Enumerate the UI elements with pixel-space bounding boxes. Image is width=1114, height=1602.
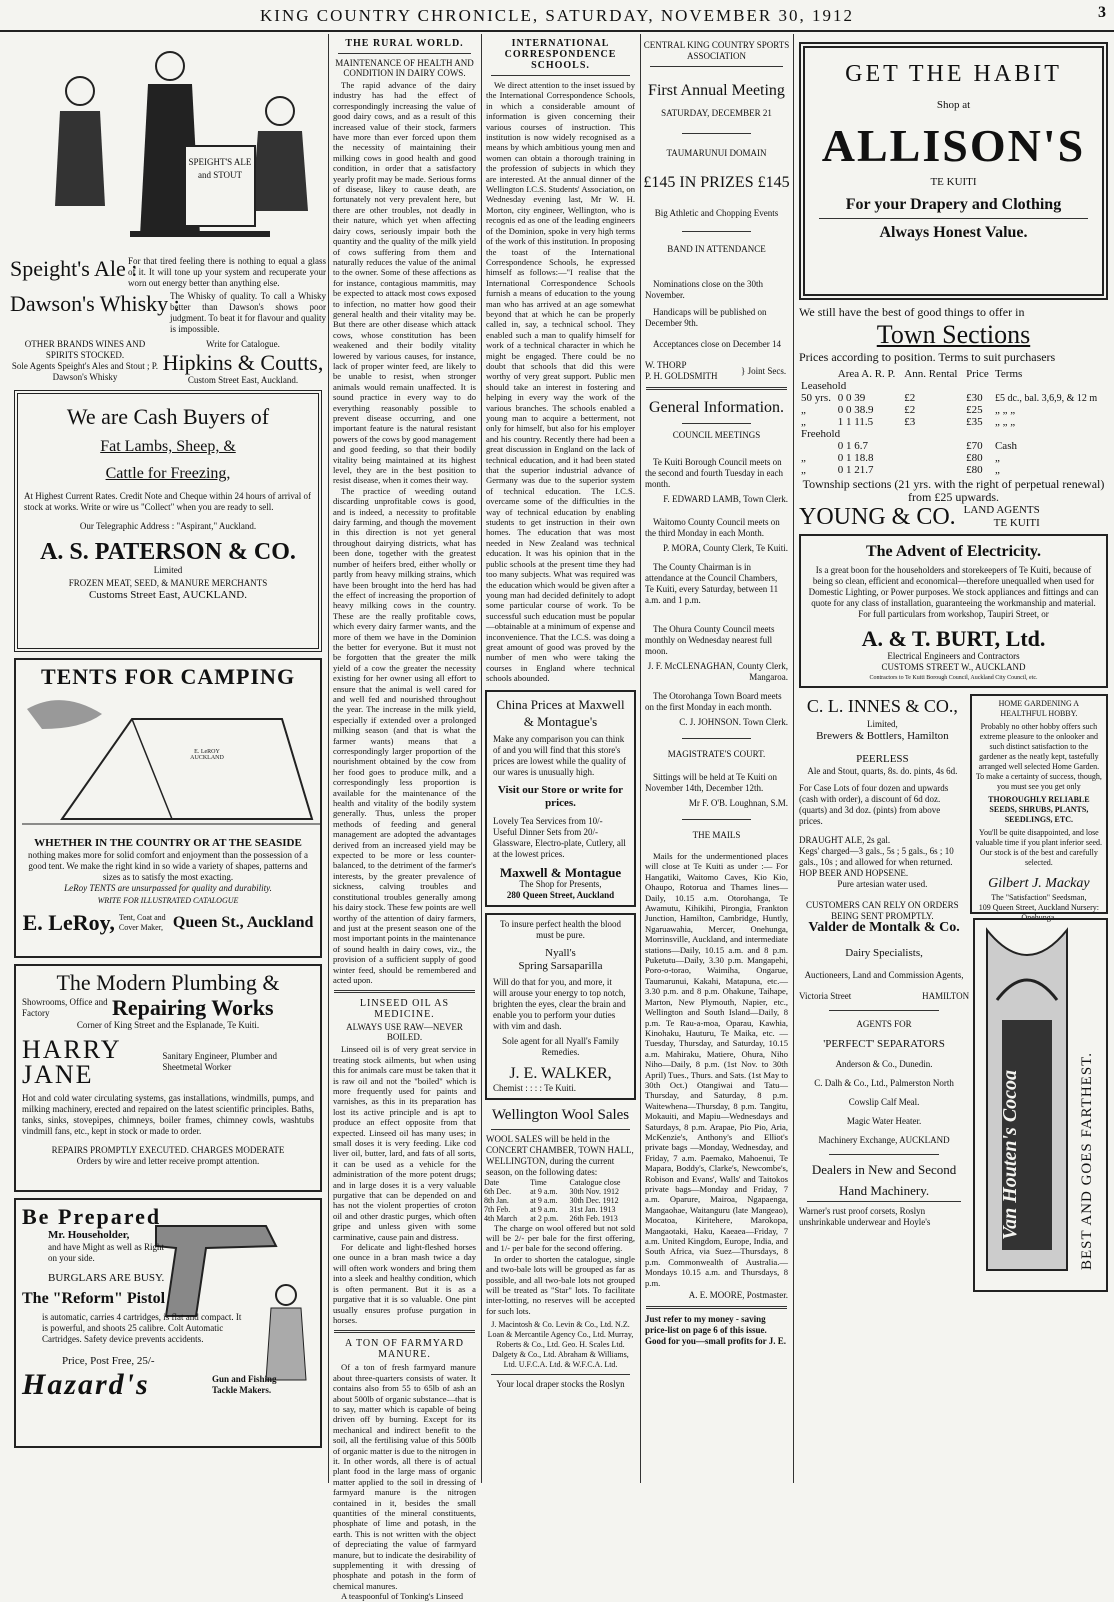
tent-label: E. LeROY AUCKLAND	[190, 749, 224, 761]
auctioneers: Auctioneers, Land and Commission Agents,	[804, 970, 964, 980]
garden-title: HOME GARDENING A HEALTHFUL HOBBY.	[998, 699, 1080, 718]
sect-cell: „	[801, 416, 806, 428]
sect-cell: „	[994, 464, 1000, 476]
walker-chemist: Chemist : : : : Te Kuiti.	[493, 1082, 576, 1093]
sect-head-type	[799, 368, 836, 380]
tents-title: TENTS FOR CAMPING	[40, 664, 296, 689]
waitomo-council: Waitomo County Council meets on the third Monday in each Month.	[645, 517, 780, 538]
gilbert-mackay: Gilbert J. Mackay	[988, 876, 1090, 891]
plumbing-corner: Corner of King Street and the Esplanade, Te Kuiti.	[76, 1020, 260, 1030]
satisfaction-seedsman: The "Satisfaction" Seedsman,	[991, 893, 1087, 902]
wool-cell: 30th Dec. 1912	[569, 1195, 619, 1205]
leroy-signature	[22, 910, 314, 935]
hipkins-block	[10, 339, 326, 386]
column-3	[483, 34, 638, 1483]
shop-presents: The Shop for Presents,	[519, 878, 602, 889]
vanhouten-name: Van Houten's Cocoa	[999, 1069, 1022, 1240]
wool-cell: at 9 a.m.	[530, 1186, 558, 1196]
sect-cell: £5 dc., bal. 3,6,9, & 12 m	[994, 392, 1098, 404]
ohura-council: The Ohura County Council meets monthly on Wednesday nearest full moon.	[645, 624, 775, 656]
speights-name: Speight's Ale :	[10, 256, 138, 281]
wool-cell: 8th Jan.	[484, 1195, 509, 1205]
linseed-paragraph-1: Linseed oil is of very great service in treating stock ailments, but when using this for animals care must be taken that it is raw oil and not the "boiled" which is more frequently used for paints and varnishes, as this in its preparation has lost its active principle and is apt to produce an effect opposite from that expected. Linseed oil has many uses; in small doses it is very feeding. Like cod liver oil, butter, lard, and fats of all sorts, it can be used as a vehicle for the administration of the more potent drugs; and in large doses it is a very valuable purgative that can be depended on and has not the violent properties of croton oil and other drastic purges, which often gripe and unless given with some carminative, cause pain and distress.	[333, 1044, 476, 1242]
lovely-tea: Lovely Tea Services from 10/- Useful Dinner Sets from 20/- Glassware, Electro-plate, Cutlery, all at the lowest prices.	[493, 815, 626, 859]
sect-head-area: Area A. R. P.	[837, 368, 896, 380]
valder-address	[799, 991, 969, 1002]
burt-advert	[799, 534, 1108, 688]
lamb-clerk: F. EDWARD LAMB, Town Clerk.	[663, 494, 788, 504]
table-row	[799, 416, 1108, 428]
table-row	[799, 452, 1108, 464]
rural-world-title: THE RURAL WORLD.	[345, 38, 464, 49]
speights-line	[10, 256, 326, 289]
cash-buyers: We are Cash Buyers of	[66, 404, 270, 429]
drinkers-illustration-icon	[10, 36, 326, 256]
cowslip: Cowslip Calf Meal.	[848, 1097, 920, 1107]
sect-cell: 0 1 18.8	[837, 452, 874, 464]
sections-table	[799, 368, 1108, 476]
table-row	[799, 404, 1108, 416]
china-text: Make any comparison you can think of and you will find that this store's prices are lowest while the quality of our wares is unusually high.	[493, 733, 626, 777]
victoria-street: Victoria Street	[799, 991, 852, 1001]
hipkins-name: Hipkins & Coutts,	[162, 350, 324, 375]
valder-name: Valder de Montalk & Co.	[808, 920, 960, 935]
speights-sign: SPEIGHT'S ALE and STOUT	[188, 157, 252, 180]
meeting-date: SATURDAY, DECEMBER 21	[661, 108, 772, 118]
nyall-sarsaparilla: Spring Sarsaparilla	[518, 959, 603, 972]
column-rule	[640, 34, 641, 1483]
masthead	[0, 0, 1114, 32]
column-rule	[793, 34, 794, 1483]
best-goes-farthest: BEST AND GOES FARTHEST.	[1079, 1052, 1096, 1270]
rural-paragraph-1: The rapid advance of the dairy industry has had the effect of correspondingly increasing the value of good dairy cows, and as a result of this increased value of their stock, farmers have more than ever forced upon them the necessity of maintaining their milking cows in good health and good condition, in order that a satisfactory yearly profit may be made. Serious forms of disease, likey to cause death, are fortunately not very prevalent here, but there are other troubles, not deadly in their nature, which yet when affecting dairy cows, seriously impair both the quantity and the quality of the milk yield of cows suffering from them and naturally reduces the value of the animal to the owner. Some of these affections as for instance, contagious mammitis, may be expected to attack most cows exposed to infection, no matter how good their general health and their vitality may be. But there are other disease which attack cows, whose constitution has been weakened and their bodily vitality lowered by various causes, for instance, lack of proper winter feed, are likely to be unable to resist, when stronger animals would remain unaffected. It is sound practice in every way to do everything reasonably possible to prevent disease occurring, and one important feature is the natural resistant powers of the cows by good management and good feeding, so that their bodily vitality being maintained at its highest level, they are in the best position to resist disease, when it comes their way.	[333, 80, 476, 486]
insure-health: To insure perfect health the blood must be pure.	[499, 918, 622, 940]
wool-header-close: Catalogue close	[569, 1177, 621, 1187]
loughnan: Mr F. O'B. Loughnan, S.M.	[688, 798, 788, 808]
whether-headline: WHETHER IN THE COUNTRY OR AT THE SEASIDE	[34, 837, 302, 849]
get-habit: GET THE HABIT	[845, 61, 1062, 87]
mails-text: Mails for the undermentioned places will close at Te Kuiti as under :— For Hangatiki, Waitomo Caves, Kio Kio, Ohaupo, Rotorua and Thames lines—Daily, 10.15 a.m. Otorohanga, Te Awamutu, Kihikihi, Pirongia, Frankton Junction, Hamilton, Cambridge, Huntly, Ngaruawahia, Mercer, Onehunga, Morrinsville, Auckland, and intermediate stations—Daily, 10.15 a.m. and 8 p.m. Puketutu—Daily, 3.30 p.m. Mangapehi, Poro-o-torao, Waimiha, Ongarue, Taumarunui, Kakahi, Matapuna, etc.—3.30 p.m. and 8 p.m. Ohakune, Taihape, Marton, New Plymouth, Napier, etc., Wellington and South Island—Daily, 8 p.m. Te Rau-a-moa, Oparau, Kawhia, Kinohaku, Hauturu, Te Maika, etc. —Tuesday, Thursday, and Saturday, 10.15 a.m. Mahiraku, Matiere, Ohura, Niho Niho—Daily, 8 p.m. (1st Nov. to 30th April) Tues., Thurs. and Sats. (1st May to 30th Oct.) Otangiwai and Tatu—Thursday, and Saturday, 8 p.m. Waitewhena—Thursday, 8 p.m. Tangitu, Mokauiti, and Mapiu—Wednesdays and Saturdays, 8 p.m. Arapae, Pio Pio, Aria, McKenzie's, Anthony's and Elliot's private bags —Monday, Wednesday, and Friday, 7 a.m. Paemako, Mahoenui, Te Mapara, Boddy's, Clarke's, Newcombe's, Robison and Evans', Walls' and Taitokos private bags—Monday and Friday, 7 a.m. Oparure, Mairoa, Ngapaenga, Mangaohae, Waitanguru (late Mangeao), Mocatoa, Kiritehere, Marokopa, Mangaotaki, Haku, Kaeaea—Friday, 7 a.m. United Kingdom, Europe, India, and South Africa, via Suez—Thursdays, 8 p.m. Commonwealth of Australia.—Mondays 10.15 a.m. and Thursdays, 8 p.m.	[645, 851, 788, 1288]
advent-text: Is a great boon for the householders and storekeepers of Te Kuiti, because of being so clean, efficient and economical—therefore unequalled when used for Domestic Lighting, or Power purposes. We stock appliances and fittings and can quote for any class of installation, guaranteeing the workmanship and material. For full particulars from workshop, Taupiri Street, or	[808, 565, 1099, 619]
prices-position: Prices according to position. Terms to suit purchasers	[799, 350, 1056, 364]
agents-for: AGENTS FOR	[856, 1019, 912, 1029]
hand-machinery: Hand Machinery.	[839, 1183, 930, 1198]
harry-jane: HARRY JANE	[22, 1035, 121, 1089]
land-agents: LAND AGENTS	[963, 504, 1040, 516]
sect-cell: 0 1 21.7	[837, 464, 874, 476]
moore-postmaster: A. E. MOORE, Postmaster.	[688, 1290, 788, 1301]
wool-cell: 7th Feb.	[484, 1204, 511, 1214]
valder-advert	[799, 918, 969, 1292]
magistrates-court: MAGISTRATE'S COURT.	[667, 749, 766, 759]
town-sections: Town Sections	[876, 320, 1031, 349]
fat-lambs: Fat Lambs, Sheep, &	[100, 438, 236, 455]
shop-at: Shop at	[936, 99, 971, 111]
prizes: £145 IN PRIZES £145	[643, 174, 790, 191]
sect-cell: £70	[966, 440, 983, 452]
borough-council: Te Kuiti Borough Council meets on the second and fourth Tuesday in each month.	[645, 457, 783, 489]
case-lots: For Case Lots of four dozen and upwards (cash with order), a discount of 6d doz. (quarts) and 3d doz. (pints) from above prices.	[799, 783, 949, 826]
speights-text: For that tired feeling there is nothing to equal a glass of it. It will tone up your system and recuperate your worn out energy better than anything else.	[128, 256, 326, 288]
rural-paragraph-2: The practice of weeding outand discarding unprofitable cows is good, and is indeed, a necessity to profitable dairy farming, and though the movement in this direction is not yet general throughout dairying districts, what has been done, together with the greatest number of heifers bred, either wholly or partly from heavy milking strains, which have been brought into the herd has had the effect of increasing the proportion of heavy milking cows in the country. These are the really profitable cows, which every dairy farmer wants, and the more of them we have in the Dominion the better for everyone. But it must not be forgotten that the greater the milk yield of a cow the greater the necessity existing for her owner using all effort to ensure that the animal is well cared for and well fed and nourished throughout the year. The increase in the milk yield, especially if extended over a prolonged milking season (and that is what the farmer wants) means that a correspondingly larger proportion of the nourishment obtained by the cow from her food goes to produce milk, and a correspondingly less proportion is available for the maintenance of the health and vitality of the bodily system generally. Thus, unless the proper methods of feeding and general management are adopted the advantages derived from an increased yield may be expected to be more or less counter-balanced, to the detriment of the farmer's interests, by the greater prevalence of sickness, calving troubles and constitutional troubles generally among his dairy stock. These few points are well worthy of the attention of dairy farmers, and just at the present season one of the most important points in the maintenance of sound health in dairy cows, viz., the provision of a sufficient supply of good winter feed, should be remembered and acted upon.	[333, 485, 476, 985]
allisons-advert	[799, 42, 1108, 300]
leasehold-label: Leasehold	[801, 380, 847, 392]
wool-sales-title: Wellington Wool Sales	[491, 1106, 630, 1123]
plumbing-title: The Modern Plumbing &	[56, 970, 280, 995]
cattle-freezing: Cattle for Freezing,	[105, 465, 231, 482]
paterson-limited: Limited	[153, 565, 183, 575]
just-refer: Just refer to my money - saving price-list on page 6 of this issue. Good for you—small profits for J. E.	[645, 1314, 787, 1347]
sect-cell: £35	[966, 416, 983, 428]
sect-cell	[902, 440, 964, 452]
secretary-thorp: W. THORP	[645, 360, 687, 370]
wool-firms: J. Macintosh & Co. Levin & Co., Ltd. N.Z. Loan & Mercantile Agency Co., Ltd. Murray, Roberts & Co., Ltd. Geo. H. Scales Ltd. Dalgety & Co., Ltd. Abraham & Williams, Ltd. U.F.C.A. Ltd. & W.F.C.A. Ltd.	[487, 1320, 634, 1370]
nominations: Nominations close on the 30th November.	[645, 279, 763, 300]
linseed-title: LINSEED OIL AS MEDICINE.	[359, 998, 450, 1021]
column-rule	[481, 34, 482, 1483]
table-row	[799, 440, 1108, 452]
first-annual-meeting: First Annual Meeting	[648, 82, 785, 99]
electrical-engineers: Electrical Engineers and Contractors	[887, 651, 1020, 661]
acceptances: Acceptances close on December 14	[653, 339, 781, 349]
perfect-separators: 'PERFECT' SEPARATORS	[823, 1038, 945, 1050]
warner-corsets: Warner's rust proof corsets, Roslyn unshrinkable underwear and Hoyle's	[799, 1206, 931, 1227]
innes-name: C. L. INNES & CO.,	[806, 696, 958, 716]
valder-cocoa-row	[799, 918, 1108, 1292]
reform-pistol: The "Reform" Pistol	[22, 1290, 166, 1307]
mackay-address: 109 Queen Street, Auckland Nursery: Onehunga.	[978, 903, 1099, 922]
tent-illustration	[22, 689, 314, 837]
sect-cell	[799, 440, 836, 452]
machinery-exchange: Machinery Exchange, AUCKLAND	[818, 1135, 950, 1145]
leroy-address: Queen St., Auckland	[172, 914, 314, 931]
council-meetings: COUNCIL MEETINGS	[672, 430, 761, 440]
sanitary-engineer: Sanitary Engineer, Plumber and Sheetmetal Worker	[162, 1051, 278, 1072]
nyall-sole-agent: Sole agent for all Nyall's Family Remedies.	[502, 1035, 619, 1057]
sect-cell: 1 1 11.5	[837, 416, 874, 428]
county-chairman: The County Chairman is in attendance at the Council Chambers, Te Kuiti, every Saturday, between 11 a.m. and 1 p.m.	[645, 562, 779, 605]
frozen-meat: FROZEN MEAT, SEED, & MANURE MERCHANTS	[68, 578, 268, 588]
masthead-title: KING COUNTRY CHRONICLE, SATURDAY, NOVEMBER 30, 1912	[260, 6, 854, 25]
freehold-label: Freehold	[801, 428, 841, 440]
manure-paragraph: Of a ton of fresh farmyard manure about three-quarters consists of water. It contains also from 55 to 65lb of ash an about 500lb of organic substance—that is to say, matter which is capable of being driven off by burning. Except for its mechanical and indirect benefit to the soil, all the fertilising value of this 500lb of organic matter is due to the nitrogen in it. In other words, all there is of actual plant food in the large mass of organic matter applied to the soil in dressing of farmyard manure is the nitrogen contained in it, besides the small quantities of the mineral constituents, phosphate of lime and potash, in the earth. This is not written with the object of depreciating the value of farmyard manure, but to indicate the desirability of supplementing it with dressing of phosphate and potash in the form of chemical manures.	[333, 1362, 476, 1591]
table-row	[799, 392, 1108, 404]
still-best: We still have the best of good things to offer in	[799, 305, 1025, 319]
column-2	[330, 34, 479, 1602]
township-sections: Township sections (21 yrs. with the right of perpetual renewal) from £25 upwards.	[802, 477, 1105, 504]
leroy-name: E. LeRoy,	[22, 910, 115, 935]
sect-cell: £25	[966, 404, 983, 416]
mackay-advert	[970, 694, 1108, 922]
advent-electricity: The Advent of Electricity.	[865, 543, 1042, 560]
repairing-line	[22, 995, 314, 1020]
draught-ale: DRAUGHT ALE, 2s gal.	[799, 835, 891, 845]
sect-cell: Cash	[994, 440, 1017, 452]
customers-rely: CUSTOMERS CAN RELY ON ORDERS BEING SENT PROMPTLY.	[806, 900, 959, 921]
wool-sales-table	[483, 1178, 638, 1223]
paterson-address: Customs Street East, AUCKLAND.	[89, 589, 247, 601]
taumarunui-domain: TAUMARUNUI DOMAIN	[666, 148, 767, 158]
repairs-promptly: REPAIRS PROMPTLY EXECUTED. CHARGES MODERATE	[51, 1145, 285, 1155]
burt-name: A. & T. BURT, Ltd.	[861, 626, 1046, 651]
secretary-goldsmith: P. H. GOLDSMITH	[645, 371, 718, 381]
dairy-specialists: Dairy Specialists,	[845, 947, 923, 959]
walker-name: J. E. WALKER,	[509, 1064, 612, 1082]
dawsons-text: The Whisky of quality. To call a Whisky better than Dawson's shows poor judgment. To beat it for flavour and quality is impossible.	[170, 291, 326, 334]
current-rates: At Highest Current Rates. Credit Note and Cheque within 24 hours of arrival of stock at works. Write or wire us "Collect" when you are ready to sell.	[24, 491, 311, 512]
maxwell-name: Maxwell & Montague	[499, 864, 622, 880]
column-1	[10, 34, 326, 1483]
wool-cell: 26th Feb. 1913	[569, 1213, 618, 1223]
johnson-clerk: C. J. JOHNSON. Town Clerk.	[679, 717, 788, 727]
reform-price: Price, Post Free, 25/-	[62, 1355, 155, 1367]
young-advert	[799, 306, 1108, 530]
speights-advert	[10, 36, 326, 256]
mcclenaghan-clerk: J. F. McCLENAGHAN, County Clerk, Mangaroa.	[647, 661, 788, 682]
repairing-works: Repairing Works	[112, 995, 274, 1020]
table-row	[483, 1196, 638, 1205]
tonking-paragraph: A teaspoonful of Tonking's Linseed	[341, 1591, 464, 1602]
hop-beer: HOP BEER AND HOPSENE.	[799, 868, 909, 878]
band-attendance: BAND IN ATTENDANCE	[667, 244, 766, 254]
gun-makers: Gun and Fishing Tackle Makers.	[212, 1373, 277, 1395]
linseed-paragraph-2: For delicate and light-fleshed horses one ounce in a bran mash twice a day will often work wonders and bring them into a sleek and healthy condition, which is often permanent. But it is as a purgative that it is so valuable. One pint usually ensures profuse purgation in horses.	[333, 1242, 476, 1325]
sect-cell: 0 0 38.9	[837, 404, 874, 416]
thoroughly-reliable: THOROUGHLY RELIABLE SEEDS, SHRUBS, PLANTS, SEEDLINGS, ETC.	[988, 795, 1090, 824]
dawsons-name: Dawson's Whisky :	[10, 291, 180, 316]
hazards-advert	[14, 1198, 322, 1448]
be-prepared: Be Prepared	[22, 1204, 162, 1229]
column-5	[795, 34, 1112, 1483]
sect-cell: „ „ „	[994, 416, 1016, 428]
allisons-te-kuiti: TE KUITI	[930, 176, 977, 188]
wool-cell: 4th March	[484, 1213, 518, 1223]
sect-cell: „	[801, 464, 806, 476]
burt-address: CUSTOMS STREET W., AUCKLAND	[881, 662, 1026, 672]
visit-store: Visit our Store or write for prices.	[497, 783, 624, 809]
young-name: YOUNG & CO.	[799, 503, 956, 530]
peerless: PEERLESS	[856, 753, 909, 765]
linseed-subhead: ALWAYS USE RAW—NEVER BOILED.	[346, 1022, 463, 1043]
otorohanga-board: The Otorohanga Town Board meets on the first Monday in each month.	[645, 691, 782, 712]
innes-mackay-row	[799, 694, 1108, 922]
maxwell-advert	[485, 690, 636, 907]
young-signature	[799, 504, 1108, 530]
dawsons-line	[10, 291, 326, 335]
sect-cell: „	[801, 452, 806, 464]
sect-cell: 0 1 6.7	[837, 440, 868, 452]
valder-hamilton: HAMILTON	[922, 991, 970, 1001]
wool-cell: at 9 a.m.	[530, 1195, 558, 1205]
joint-secretaries	[645, 360, 788, 382]
write-catalogue: Write for Catalogue.	[206, 339, 280, 349]
wool-header-date: Date	[484, 1177, 500, 1187]
sarsaparilla-text: Will do that for you, and more, it will arouse your energy to top notch, brighten the eyes, clear the brain and enable you to perform your duties with vim and dash.	[493, 976, 626, 1031]
orders-wire: Orders by wire and letter receive prompt attention.	[76, 1156, 260, 1166]
sect-cell: £2	[904, 392, 916, 404]
wool-cell: at 2 p.m.	[530, 1213, 559, 1223]
sect-cell: 0 0 39	[837, 392, 866, 404]
wool-cell: 31st Jan. 1913	[569, 1204, 616, 1214]
general-information: General Information.	[648, 399, 785, 416]
sect-head-price: Price	[966, 368, 989, 380]
maxwell-address: 280 Queen Street, Auckland	[506, 889, 615, 900]
sect-cell: 50 yrs.	[801, 392, 831, 404]
honest-value: Always Honest Value.	[879, 224, 1028, 241]
sect-cell: £80	[966, 464, 983, 476]
hipkins-address: Custom Street East, Auckland.	[187, 375, 299, 385]
local-draper: Your local draper stocks the Roslyn	[496, 1379, 625, 1390]
sect-cell	[902, 464, 964, 476]
nyall-advert	[485, 913, 636, 1100]
anderson: Anderson & Co., Dunedin.	[835, 1059, 933, 1069]
sect-cell: £80	[966, 452, 983, 464]
wool-cell: at 9 a.m.	[530, 1204, 558, 1214]
hazards-signature	[22, 1368, 314, 1401]
householder: Mr. Householder,	[48, 1229, 130, 1241]
sect-cell: „ „ „	[994, 404, 1016, 416]
ale-stout: Ale and Stout, quarts, 8s. do. pints, 4s 6d.	[807, 766, 958, 776]
sect-cell	[902, 452, 964, 464]
sect-head-rental: Ann. Rental	[904, 368, 958, 380]
ics-paragraph: We direct attention to the inset issued by the International Correspondence Schools, in which a considerable amount of information is given concerning their various courses of instruction. This institution is now widely recognised as a means by which ambitious young men and women can obtain a thorough training in the profession of subjects in which they are interested. At the annual dinner of the Wellington I.C.S. Students' Association, on Wednesday evening last, Mr W. H. Morton, city engineer, Wellington, who is recognis ed as one of the leading engineers of the Dominion, spoke in very high terms of the work of this institution. In proposing the toast of the International Correspondence Schools, he expressed himself as follows:—"I realise that the International Correspondence Schools furnish a means of education to the young man who has arrived at an age somewhat beyond that at which he can be properly called in, say, a technical school. They enabled such a man to qualify himself for work of a technical character in which he might be engaged. There could be no doubt that schools that did this were worthy of very great support. Public men should take an interest in fostering and helping in every way the work of the various branches. The schools enabled a young man to acquire a betterment, not only for himself, but also for his employer and his country. Recently there had been a great discussion in England on the lack of technical education, and it had been stated that the superior industrial advance of Germany was due to the superior system of technical education. The I.C.S. overcame some of the difficulties in the way of technical education by enabling students to get instruction in their own homes. The education that was most needed in New Zealand was technical education. It was his opinion that in the public schools at the present time they had too many subjects. What was required was the education which would be given after a young man had decided definitely to adopt some particular course of work. To be successful such education must be popular—obtainable at a minimum of expense and inconvenience. That the I.C.S. was doing a great amount of good was proved by the number of men who were taking the courses in England where technical schools abounded.	[486, 80, 635, 684]
sole-agents: Sole Agents Speight's Ales and Stout ; P. Dawson's Whisky	[11, 361, 159, 382]
page-number: 3	[1098, 4, 1106, 21]
table-row	[483, 1187, 638, 1196]
dalh: C. Dalh & Co., Ltd., Palmerston North	[814, 1078, 954, 1088]
sect-cell: £30	[966, 392, 983, 404]
kegs: Kegs' charged—3 gals., 5s ; 5 gals., 6s ; 10 gals., 10s ; and allowed for when returned.	[799, 846, 954, 867]
innes-limited: Limited,	[866, 719, 898, 729]
sect-cell: £2	[904, 404, 916, 416]
allisons-name: ALLISON'S	[821, 120, 1086, 171]
leroy-tents: LeRoy TENTS are unsurpassed for quality and durability.	[64, 883, 272, 893]
nyall-name: Nyall's	[545, 946, 576, 959]
paterson-name: A. S. PATERSON & CO.	[40, 539, 296, 565]
cocoa-tin-icon	[977, 920, 1077, 1286]
magic-heater: Magic Water Heater.	[846, 1116, 922, 1126]
manure-title: A TON OF FARMYARD MANURE.	[345, 1338, 464, 1361]
column-4	[642, 34, 791, 1483]
hazards-name: Hazard's	[22, 1368, 150, 1401]
sect-head-terms: Terms	[994, 368, 1023, 380]
hot-cold: Hot and cold water circulating systems, gas installations, windmills, pumps, and milking machinery, erected and repaired on the latest scientific principles. Baths, tanks, sinks, stovepipes, chimneys, boiler frames, chimney cowls, washtubs vindmill fans, etc., kept in stock or made to order.	[22, 1093, 314, 1136]
dealers-new: Dealers in New and Second	[811, 1162, 957, 1177]
china-title: China Prices at Maxwell & Montague's	[496, 696, 625, 729]
wool-cell: 6th Dec.	[484, 1186, 512, 1196]
tent-icon	[22, 689, 322, 837]
sect-cell: „	[801, 404, 806, 416]
wool-sales-text: WOOL SALES will be held in the CONCERT CHAMBER, TOWN HALL, WELLINGTON, during the current season, on the following dates:	[486, 1133, 634, 1177]
drapery-clothing: For your Drapery and Clothing	[845, 196, 1062, 213]
showrooms: Showrooms, Office and Factory	[22, 996, 108, 1018]
wool-header-time: Time	[530, 1177, 547, 1187]
table-row	[799, 464, 1108, 476]
reform-text: is automatic, carries 4 cartridges, is flat and compact. It is powerful, and shoots 25 calibre. Colt Automatic Cartridges. Safety device prevents accidents.	[42, 1312, 242, 1344]
other-brands: OTHER BRANDS WINES AND SPIRITS STOCKED.	[24, 339, 146, 360]
joint-secs: } Joint Secs.	[741, 365, 787, 376]
handicaps: Handicaps will be published on December 9th.	[645, 307, 767, 328]
garden-text: Probably no other hobby offers such extreme pleasure to the onlooker and such distinct satisfaction to the gardener as the neatly kept, tastefully arranged well selected Home Garden. To make a certainty of success, though, you must see you get only	[975, 722, 1102, 791]
table-row	[483, 1205, 638, 1214]
wool-cell: 30th Nov. 1912	[569, 1186, 619, 1196]
wool-catalogue: In order to shorten the catalogue, single and two-bale lots will be grouped as far as possible, and all two-bale lots not grouped will be treated as "Star" lots. To facilitate inter-lotting, no reserves will be accepted for such lots.	[486, 1253, 635, 1316]
burglars-busy: BURGLARS ARE BUSY.	[48, 1272, 165, 1284]
artesian-water: Pure artesian water used.	[837, 879, 928, 889]
the-mails: THE MAILS	[692, 830, 741, 840]
table-row	[483, 1214, 638, 1223]
tents-text: nothing makes more for solid comfort and enjoyment than the possession of a good tent. We make the right kind in so wide a variety of shapes, patterns and sizes as to satisfy the most exacting.	[28, 850, 308, 882]
write-illustrated: WRITE FOR ILLUSTRATED CATALOGUE	[97, 896, 239, 905]
sports-association: CENTRAL KING COUNTRY SPORTS ASSOCIATION	[643, 40, 790, 61]
young-te-kuiti: TE KUITI	[993, 517, 1040, 529]
big-athletic: Big Athletic and Chopping Events	[654, 208, 779, 218]
sect-cell: £3	[904, 416, 916, 428]
column-rule	[328, 34, 329, 1483]
tent-maker: Tent, Coat and Cover Maker,	[118, 912, 166, 932]
leroy-advert	[14, 658, 322, 958]
telegraphic-address: Our Telegraphic Address : "Aspirant," Auckland.	[79, 521, 257, 531]
mora-clerk: P. MORA, County Clerk, Te Kuiti.	[663, 543, 788, 553]
have-might: and have Might as well as Right on your side.	[48, 1242, 164, 1263]
paterson-advert	[14, 390, 322, 652]
harry-jane-line	[22, 1037, 314, 1087]
innes-advert	[799, 694, 966, 921]
vanhouten-advert	[973, 918, 1108, 1292]
rural-world-subhead: MAINTENANCE OF HEALTH AND CONDITION IN DAIRY COWS.	[335, 58, 474, 78]
court-sittings: Sittings will be held at Te Kuiti on November 14th, December 12th.	[645, 772, 777, 793]
sect-cell: „	[994, 452, 1000, 464]
ics-title: INTERNATIONAL CORRESPONDENCE SCHOOLS.	[504, 38, 617, 71]
contractors: Contractors to Te Kuiti Borough Council, Auckland City Council, etc.	[869, 675, 1038, 681]
plumbing-advert	[14, 964, 322, 1192]
brewers-bottlers: Brewers & Bottlers, Hamilton	[816, 730, 949, 742]
wool-charge: The charge on wool offered but not sold will be 2/- per bale for the first offering, and 1/- per bale for the second offering.	[486, 1222, 635, 1254]
garden-text-2: You'll be quite disappointed, and lose valuable time if you plant inferior seed. Our stock is of the best and carefully selected.	[975, 828, 1103, 867]
